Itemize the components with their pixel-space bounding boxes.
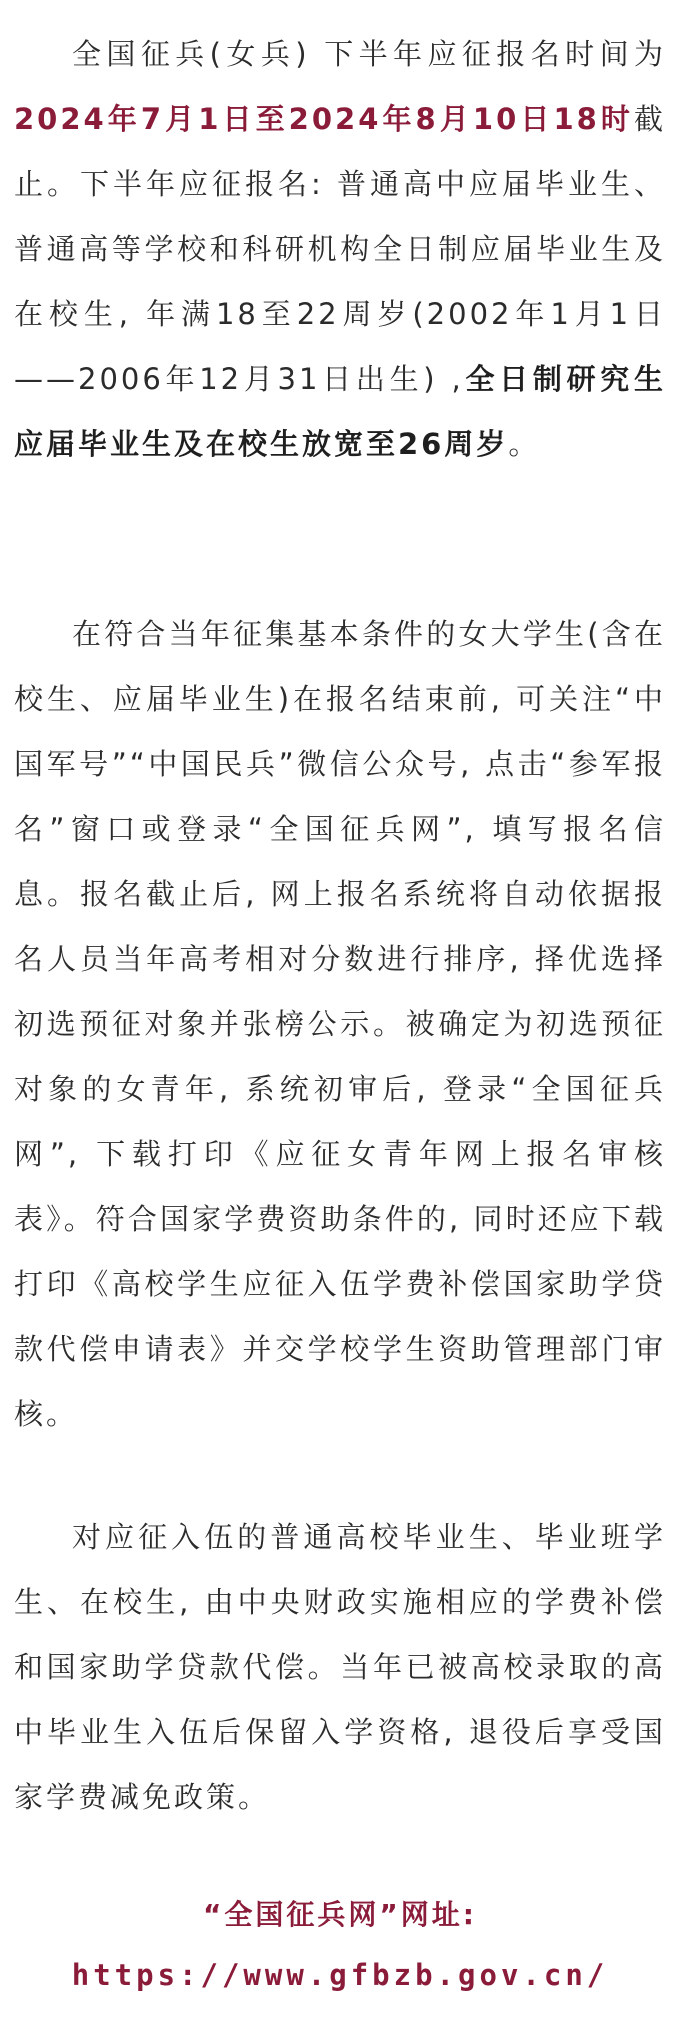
paragraph-registration-time — [14, 22, 666, 477]
eligibility-text: 截止。下半年应征报名: 普通高中应届毕业生、普通高等学校和科研机构全日制应届毕业生及在校生, 年满18至22周岁(2002年1月1日——2006年12月31日出生) , — [14, 102, 666, 396]
deadline-highlight: 2024年7月1日至2024年8月10日18时 — [14, 102, 634, 136]
website-label: “全国征兵网”网址: — [202, 1898, 477, 1931]
website-url-link[interactable]: https://www.gfbzb.gov.cn/ — [71, 1958, 609, 1992]
paragraph-registration-process: 在符合当年征集基本条件的女大学生(含在校生、应届毕业生)在报名结束前, 可关注“中国军号”“中国民兵”微信公众号, 点击“参军报名”窗口或登录“全国征兵网”, 填写报名信息。报名截止后, 网上报名系统将自动依据报名人员当年高考相对分数进行排序, 择优选择初选预征对象并张榜公示。被确定为初选预征对象的女青年, 系统初审后, 登录“全国征兵网”, 下载打印《应征女青年网上报名审核表》。符合国家学费资助条件的, 同时还应下载打印《高校学生应征入伍学费补偿国家助学贷款代偿申请表》并交学校学生资助管理部门审核。 — [14, 617, 666, 1431]
graduate-emphasis: 全日制研究生应届毕业生及在校生放宽至26周岁 — [14, 362, 666, 461]
paragraph-tuition-policy: 对应征入伍的普通高校毕业生、毕业班学生、在校生, 由中央财政实施相应的学费补偿和国家助学贷款代偿。当年已被高校录取的高中毕业生入伍后保留入学资格, 退役后享受国家学费减免政策。 — [14, 1520, 666, 1814]
intro-text: 全国征兵(女兵) 下半年应征报名时间为 — [72, 37, 666, 71]
paragraph-end: 。 — [508, 427, 541, 461]
